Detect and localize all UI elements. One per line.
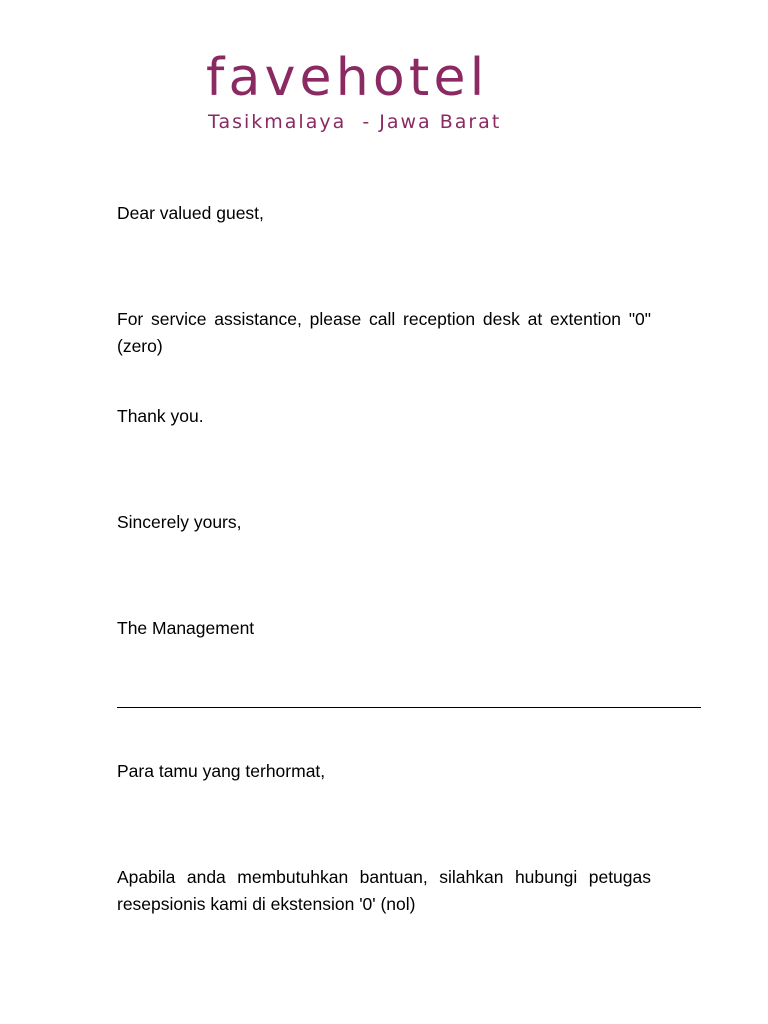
greeting-en: Dear valued guest, [117,203,264,223]
hotel-logo [200,44,562,150]
body-id: Apabila anda membutuhkan bantuan, silahkan hubungi petugas resepsionis kami di ekstension '0' (nol) [117,867,651,914]
greeting-id: Para tamu yang terhormat, [117,761,326,781]
logo-location: Tasikmalaya - Jawa Barat [208,111,502,133]
closing-en: Sincerely yours, [117,512,242,532]
body-en: For service assistance, please call reception desk at extention "0" (zero) [117,309,651,356]
thanks-en: Thank you. [117,406,204,426]
signature-en: The Management [117,618,255,638]
logo-brand-name: favehotel [206,48,489,108]
section-divider [117,707,701,708]
